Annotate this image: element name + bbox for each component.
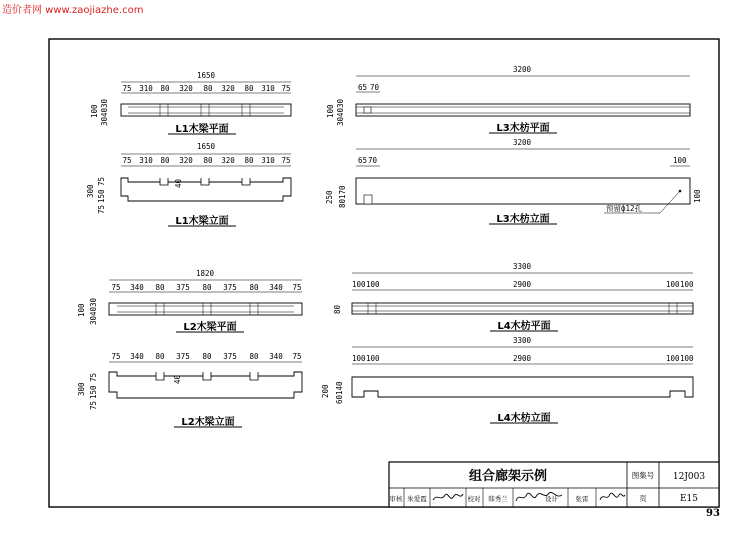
- l2-elev-seg-7: 340: [269, 352, 283, 361]
- l1-plan-seg-5: 320: [221, 84, 235, 93]
- atlas-number-label: 图集号: [631, 471, 655, 480]
- l1-elev-seg-3: 320: [179, 156, 193, 165]
- l2-plan-seg-2: 80: [155, 283, 165, 292]
- l1-plan-side-2: 40: [100, 107, 109, 117]
- review-name: 朱爱霞: [407, 495, 427, 503]
- l1-plan-drawing: [90, 71, 291, 135]
- l3-plan-seg-0: 65: [358, 83, 368, 92]
- l2-elev-seg-4: 80: [202, 352, 212, 361]
- l4-elev-title: L4木枋立面: [497, 413, 551, 424]
- l2-elev-side-1: 75: [89, 400, 98, 410]
- l4-plan-side: 80: [333, 304, 342, 314]
- check-label: 校对: [467, 495, 481, 503]
- l2-elev-seg-0: 75: [111, 352, 121, 361]
- design-label: 设计: [545, 495, 558, 503]
- sheet-title: 组合廊架示例: [468, 469, 548, 484]
- l4-elev-side-2: 140: [335, 381, 344, 395]
- l3-elev-seg-0: 65: [358, 156, 368, 165]
- l3-elev-side-1: 80: [338, 198, 347, 208]
- l2-plan-seg-4: 80: [202, 283, 212, 292]
- l1-plan-title: L1木梁平面: [175, 124, 229, 135]
- l4-plan-title: L4木枋平面: [497, 321, 551, 332]
- l1-plan-seg-8: 75: [281, 84, 291, 93]
- l1-elev-seg-8: 75: [281, 156, 291, 165]
- page-code: E15: [679, 494, 699, 504]
- review-label: 审核: [389, 495, 403, 503]
- l1-plan-side-1: 30: [100, 116, 109, 126]
- l1-plan-seg-2: 80: [160, 84, 170, 93]
- l2-elevation-drawing: [77, 352, 302, 428]
- l3-elevation-drawing: [325, 138, 702, 225]
- l2-plan-seg-8: 75: [292, 283, 302, 292]
- l3-elev-side-0: 250: [325, 190, 334, 204]
- l3-elev-side-2: 170: [338, 185, 347, 199]
- l4-elev-mid: 2900: [512, 354, 532, 363]
- l2-plan-seg-7: 340: [269, 283, 283, 292]
- l3-plan-side-3: 30: [336, 98, 345, 108]
- l1-elev-side-3: 75: [97, 176, 106, 186]
- l3-elev-seg-1: 70: [368, 156, 378, 165]
- l4-elev-side-1: 60: [335, 394, 344, 404]
- l1-elev-total: 1650: [196, 142, 216, 151]
- l3-plan-title: L3木枋平面: [496, 123, 550, 134]
- l1-elev-seg-4: 80: [203, 156, 213, 165]
- l3-plan-side-2: 40: [336, 107, 345, 117]
- l2-elev-seg-1: 340: [130, 352, 144, 361]
- l2-plan-total: 1820: [195, 269, 215, 278]
- l2-plan-side-0: 100: [77, 303, 86, 317]
- l2-plan-seg-0: 75: [111, 283, 121, 292]
- l1-elev-seg-0: 75: [122, 156, 132, 165]
- l1-plan-seg-3: 320: [179, 84, 193, 93]
- l4-elev-side-0: 200: [321, 384, 330, 398]
- l3-plan-seg-1: 70: [370, 83, 380, 92]
- l4-elevation-drawing: [321, 336, 694, 424]
- l1-elev-title: L1木梁立面: [175, 216, 229, 227]
- l4-elev-left-0: 100: [352, 354, 366, 363]
- l2-plan-side-2: 40: [89, 306, 98, 316]
- l1-plan-seg-0: 75: [122, 84, 132, 93]
- l3-elev-title: L3木枋立面: [496, 214, 550, 225]
- l2-elev-seg-3: 375: [176, 352, 190, 361]
- l1-elev-seg-2: 80: [160, 156, 170, 165]
- watermark: 造价者网 www.zaojiazhe.com: [2, 5, 144, 16]
- l3-elev-right-side: 100: [693, 189, 702, 203]
- l2-elev-seg-6: 80: [249, 352, 259, 361]
- l1-elev-seg-6: 80: [244, 156, 254, 165]
- l3-plan-drawing: [326, 65, 690, 134]
- l3-elev-total: 3200: [512, 138, 532, 147]
- l4-elev-total: 3300: [512, 336, 532, 345]
- l2-plan-seg-6: 80: [249, 283, 259, 292]
- l1-plan-seg-6: 80: [244, 84, 254, 93]
- l1-plan-seg-7: 310: [261, 84, 275, 93]
- l1-elev-seg-5: 320: [221, 156, 235, 165]
- l1-elev-seg-7: 310: [261, 156, 275, 165]
- l3-elev-right: 100: [673, 156, 687, 165]
- l4-plan-left-0: 100: [352, 280, 366, 289]
- page-label: 页: [639, 494, 647, 503]
- title-block: [389, 462, 719, 507]
- l2-plan-seg-5: 375: [223, 283, 237, 292]
- l2-elev-notch: 40: [173, 374, 182, 384]
- l2-elev-side-3: 75: [89, 372, 98, 382]
- l1-elev-side-1: 75: [97, 204, 106, 214]
- l4-plan-total: 3300: [512, 262, 532, 271]
- l2-elev-side-0: 300: [77, 382, 86, 396]
- l4-elev-left-1: 100: [366, 354, 380, 363]
- l4-plan-right-1: 100: [680, 280, 694, 289]
- l4-elev-right-1: 100: [680, 354, 694, 363]
- l1-plan-side-0: 100: [90, 104, 99, 118]
- l4-plan-mid: 2900: [512, 280, 532, 289]
- l3-plan-total: 3200: [512, 65, 532, 74]
- l2-plan-side-1: 30: [89, 315, 98, 325]
- l2-plan-title: L2木梁平面: [183, 322, 237, 333]
- l1-elev-notch: 40: [174, 178, 183, 188]
- l1-elevation-drawing: [86, 142, 291, 227]
- page-number: 93: [706, 508, 720, 519]
- l3-elev-hole-note: 预留ф12孔: [606, 204, 643, 213]
- l2-elev-seg-5: 375: [223, 352, 237, 361]
- l1-elev-side-0: 300: [86, 184, 95, 198]
- l2-plan-seg-1: 340: [130, 283, 144, 292]
- design-name: 张雷: [575, 495, 589, 503]
- l1-plan-seg-4: 80: [203, 84, 213, 93]
- l1-plan-side-3: 30: [100, 98, 109, 108]
- l2-elev-seg-8: 75: [292, 352, 302, 361]
- check-name: 韩秀兰: [488, 495, 508, 503]
- l3-plan-side-0: 100: [326, 104, 335, 118]
- l4-plan-left-1: 100: [366, 280, 380, 289]
- l1-elev-side-2: 150: [97, 189, 106, 203]
- l3-plan-side-1: 30: [336, 116, 345, 126]
- l2-elev-seg-2: 80: [155, 352, 165, 361]
- l2-plan-drawing: [77, 269, 302, 333]
- l2-plan-side-3: 30: [89, 297, 98, 307]
- l1-plan-total: 1650: [196, 71, 216, 80]
- l4-plan-right-0: 100: [666, 280, 680, 289]
- l2-plan-seg-3: 375: [176, 283, 190, 292]
- l1-plan-seg-1: 310: [139, 84, 153, 93]
- l1-elev-seg-1: 310: [139, 156, 153, 165]
- atlas-number: 12J003: [672, 472, 706, 482]
- l4-plan-drawing: [333, 262, 694, 332]
- l2-elev-side-2: 150: [89, 385, 98, 399]
- l2-elev-title: L2木梁立面: [181, 417, 235, 428]
- l4-elev-right-0: 100: [666, 354, 680, 363]
